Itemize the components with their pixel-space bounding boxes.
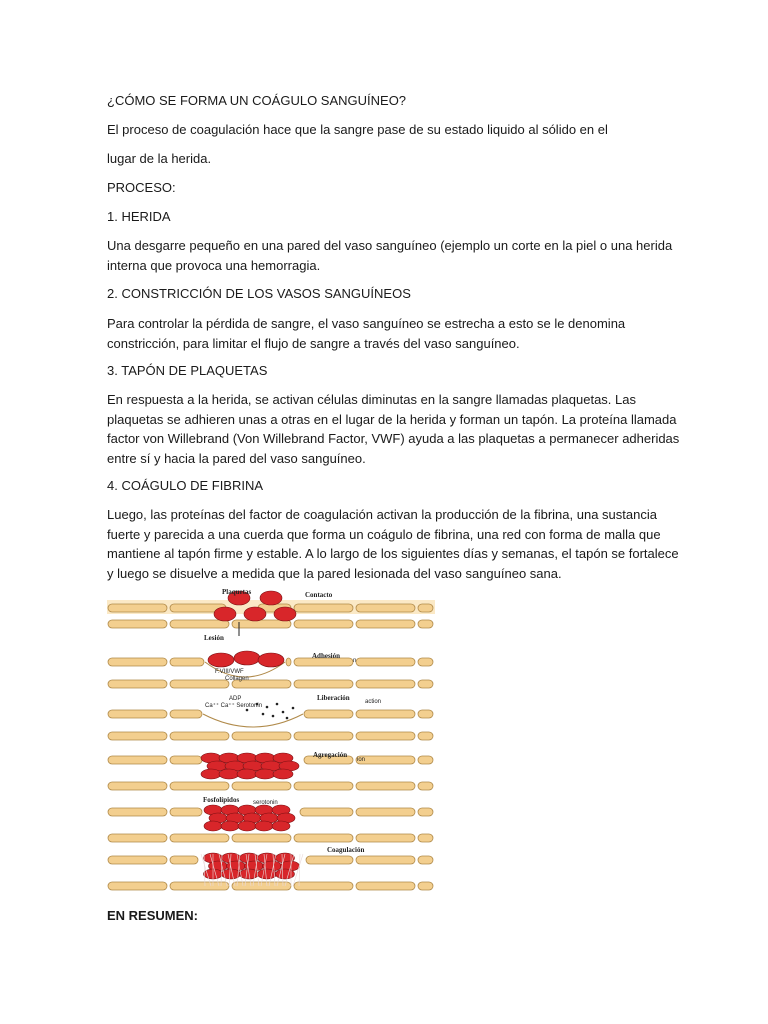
step-4-text [107, 505, 679, 583]
vessel-wall-cell [418, 756, 433, 764]
step-4-line: Luego, las proteínas del factor de coagulación activan la producción de la fibrina, una sustancia [107, 507, 657, 522]
vessel-wall-cell [418, 732, 433, 740]
granule [292, 707, 295, 710]
clot-platelet [258, 869, 277, 879]
step-3-line: En respuesta a la herida, se activan células diminutas en la sangre llamadas plaquetas. Las [107, 392, 636, 407]
vessel-wall-cell [108, 882, 167, 890]
agregacion-suffix: ion [357, 757, 366, 763]
vessel-wall-cell [170, 856, 198, 864]
vessel-wall-cell [356, 680, 415, 688]
step-4-heading: 4. COÁGULO DE FIBRINA [107, 478, 264, 493]
aggregated-platelet [201, 769, 221, 779]
vessel-wall-cell [356, 604, 415, 612]
vessel-wall-cell [356, 658, 415, 666]
step-2-text [107, 314, 647, 353]
vessel-wall-cell [232, 782, 291, 790]
platelet [214, 607, 236, 621]
plaquetas-label: Plaquetas [222, 588, 252, 596]
step-3-text [107, 390, 680, 468]
collagen-label: Collagen [225, 676, 249, 682]
vessel-wall-cell [294, 834, 353, 842]
vessel-wall-cell [170, 620, 229, 628]
serotonin-label: serotonin [253, 800, 278, 806]
agregacion-label: Agregación [313, 751, 348, 759]
liberacion-label: Liberación [317, 694, 350, 702]
platelet [260, 591, 282, 605]
vessel-wall-cell [108, 680, 167, 688]
ca-serotonin-label: Ca⁺⁺ Ca⁺⁺ Serotonin [205, 703, 263, 709]
step-3-heading: 3. TAPÓN DE PLAQUETAS [107, 363, 268, 378]
vessel-wall-cell [108, 756, 167, 764]
vessel-wall-cell [356, 732, 415, 740]
granule [276, 703, 279, 706]
step-3-line: factor von Willebrand (Von Willebrand Factor, VWF) ayuda a las plaquetas a permanecer adheridas [107, 431, 680, 446]
vessel-wall-cell [170, 756, 202, 764]
vessel-wall-cell [294, 604, 353, 612]
vessel-wall-cell [170, 782, 229, 790]
liberacion-suffix: action [365, 699, 382, 705]
step-1-line: interna que provoca una hemorragia. [107, 257, 321, 273]
vessel-wall-cell [108, 620, 167, 628]
vessel-wall-cell [108, 658, 167, 666]
vessel-wall-cell [356, 808, 415, 816]
step-4-line: fuerte y parecida a una cuerda que forma un coágulo de fibrina, una red con forma de malla que [107, 526, 661, 542]
vessel-wall-cell [108, 808, 167, 816]
vessel-wall-cell [232, 732, 291, 740]
vessel-wall-cell [418, 782, 433, 790]
platelet [258, 653, 284, 667]
resumen-heading: EN RESUMEN: [107, 908, 199, 923]
vessel-wall-cell [170, 680, 229, 688]
vessel-wall-cell [304, 710, 353, 718]
vessel-wall-cell [418, 658, 433, 666]
adhesion-label: Adhesión [312, 652, 341, 660]
platelet [274, 607, 296, 621]
vessel-wall-cell [170, 808, 202, 816]
aggregated-platelet [219, 769, 239, 779]
vessel-wall-cell [294, 620, 353, 628]
granule [262, 713, 265, 716]
vessel-wall-cell [232, 834, 291, 842]
vessel-wall-cell [170, 732, 229, 740]
vessel-wall-cell [356, 834, 415, 842]
vessel-wall-cell [170, 882, 229, 890]
intro-line-1: El proceso de coagulación hace que la sangre pase de su estado liquido al sólido en el [107, 122, 608, 137]
step-3-line: entre sí y hacia la pared del vaso sanguíneo. [107, 450, 366, 466]
vessel-wall-cell [356, 782, 415, 790]
vessel-wall-cell [418, 620, 433, 628]
aggregated-platelet [238, 821, 256, 831]
vessel-wall-cell [108, 710, 167, 718]
step-4-line: y luego se disuelve a medida que la pared lesionada del vaso sanguíneo sana. [107, 565, 562, 581]
vessel-wall-cell [418, 710, 433, 718]
vessel-wall-cell [418, 856, 433, 864]
vessel-wall-cell [356, 856, 415, 864]
step-1-heading: 1. HERIDA [107, 209, 171, 224]
step-1-line: Una desgarre pequeño en una pared del vaso sanguíneo (ejemplo un corte en la piel o una herida [107, 238, 673, 253]
vessel-wall-cell [170, 834, 229, 842]
step-1-text [107, 236, 673, 275]
adp-label: ADP [229, 696, 242, 702]
vessel-wall-cell [294, 782, 353, 790]
aggregated-platelet [273, 769, 293, 779]
aggregated-platelet [237, 769, 257, 779]
page-title: ¿CÓMO SE FORMA UN COÁGULO SANGUÍNEO? [107, 93, 407, 108]
proceso-heading: PROCESO: [107, 180, 176, 195]
coagulacion-label: Coagulación [327, 846, 365, 854]
vessel-wall-cell [108, 856, 167, 864]
step-3-line: plaquetas se adhieren unas a otras en el lugar de la herida y forman un tapón. La proteína llamada [107, 411, 677, 427]
vessel-wall-cell [356, 620, 415, 628]
vessel-wall-cell [286, 658, 291, 666]
fviii-vwf-label: F.VIII/VWF [215, 669, 244, 675]
vessel-wall-cell [418, 680, 433, 688]
vessel-wall-cell [418, 834, 433, 842]
aggregated-platelet [272, 821, 290, 831]
aggregated-platelet [204, 821, 222, 831]
fibrin-strand [299, 854, 300, 886]
vessel-wall-cell [300, 808, 353, 816]
granule [282, 711, 285, 714]
coagulation-diagram [107, 588, 435, 892]
step-4-line: mantiene al tapón firme y estable. A lo largo de los siguientes días y semanas, el tapón se fortalece [107, 546, 679, 561]
lesion-label: Lesión [204, 634, 224, 642]
aggregated-platelet [255, 769, 275, 779]
adhesion-suffix: n [353, 658, 357, 664]
vessel-wall-cell [232, 620, 291, 628]
vessel-wall-cell [306, 856, 353, 864]
vessel-wall-cell [108, 604, 167, 612]
vessel-wall-cell [294, 680, 353, 688]
coagulation-diagram-svg [107, 588, 435, 892]
fosfolipidos-label: Fosfolípidos [203, 796, 240, 804]
platelet [244, 607, 266, 621]
platelet [234, 651, 260, 665]
granule [266, 706, 269, 709]
clot-platelet [276, 869, 295, 879]
step-2-heading: 2. CONSTRICCIÓN DE LOS VASOS SANGUÍNEOS [107, 286, 411, 301]
vessel-wall-cell [294, 732, 353, 740]
vessel-wall-cell [418, 604, 433, 612]
aggregated-platelet [255, 821, 273, 831]
granule [246, 709, 249, 712]
intro-line-2: lugar de la herida. [107, 151, 212, 166]
vessel-wall-cell [170, 658, 204, 666]
vessel-wall-cell [108, 782, 167, 790]
vessel-wall-cell [418, 808, 433, 816]
step-2-line: Para controlar la pérdida de sangre, el vaso sanguíneo se estrecha a esto se le denomina [107, 316, 626, 331]
granule [286, 717, 289, 720]
step-2-line: constricción, para limitar el flujo de sangre a través del vaso sanguíneo. [107, 335, 520, 351]
vessel-wall-cell [418, 882, 433, 890]
vessel-wall-cell [108, 834, 167, 842]
wound-edge [203, 714, 303, 727]
vessel-wall-cell [356, 710, 415, 718]
vessel-wall-cell [294, 882, 353, 890]
vessel-wall-cell [170, 710, 202, 718]
vessel-wall-cell [108, 732, 167, 740]
contacto-label: Contacto [305, 591, 333, 599]
granule [272, 715, 275, 718]
aggregated-platelet [221, 821, 239, 831]
platelet [208, 653, 234, 667]
vessel-wall-cell [356, 882, 415, 890]
